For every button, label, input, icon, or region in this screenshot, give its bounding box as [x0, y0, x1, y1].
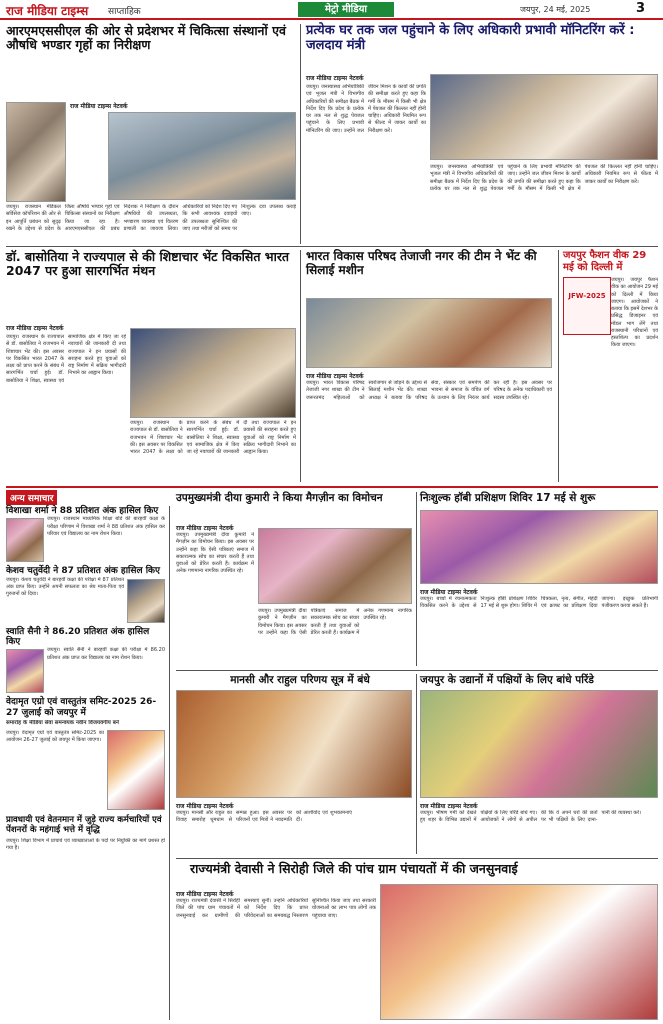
news3-headline: स्वाति सैनी ने 86.20 प्रतिशत अंक हासिल किए — [6, 626, 150, 648]
weekly-label: साप्ताहिक — [108, 7, 141, 17]
column-divider-2 — [300, 250, 301, 482]
section-divider — [6, 486, 658, 488]
story8-byline: राज मीडिया टाइम्स नेटवर्क — [420, 803, 478, 810]
summit-poster — [107, 730, 165, 810]
story7-headline: मानसी और राहुल परिणय सूत्र में बंधे — [230, 674, 370, 686]
story4-body: जयपुर। भारत विकास परिषद तेजाजी नगर शाखा की टीम ने जरूरतमंद महिलाओं को स्वरोजगार से जोड़ने के उद्देश्य से सिलाई मशीन भेंट की। शाखा अध्यक्ष ने बताया कि परिषद सेवा, संस्कार एवं समर्पण की भावना से समाज के वंचित वर्ग के उत्थान के लिए निरंतर कार्य कर रही है। इस अवसर पर परिषद के अनेक पदाधिकारी एवं सदस्य उपस्थित रहे। — [306, 380, 552, 401]
news1-photo — [6, 518, 44, 562]
news2-headline: केशव चतुर्वेदी ने 87 प्रतिशत अंक हासिल किए — [6, 566, 160, 577]
news1-headline: विशाखा शर्मा ने 88 प्रतिशत अंक हासिल किए — [6, 506, 159, 516]
page-number: 3 — [636, 1, 646, 16]
story6-byline: राज मीडिया टाइम्स नेटवर्क — [420, 589, 478, 596]
story5-headline: उपमुख्यमंत्री दीया कुमारी ने किया मैगज़ीन का विमोचन — [176, 492, 383, 504]
story1-photo-portrait — [6, 102, 66, 202]
story8-body: जयपुर। भीषण गर्मी को देखते हुए शहर के विभिन्न उद्यानों में पक्षियों के लिए परिंडे बांधे गए। आयोजकों ने लोगों से अपील की कि वे अपने घरों की छतों पर भी पक्षियों के लिए दाना-पानी की व्यवस्था करें। — [420, 810, 642, 824]
news4-headline: वेदामृत एग्रो एवं वास्तुतंत्र समिट-2025 26-27 जुलाई को जयपुर में — [6, 697, 157, 718]
news2-photo — [127, 579, 165, 623]
story1-body: जयपुर। राजस्थान मेडिकल सर्विसेज कॉर्पोरेशन की ओर से इन आपूर्ति प्रबंधन को सुदृढ़ रखने के उद्देश्य से प्रदेश के जिला औषधि भण्डार गृहों एवं चिकित्सा संस्थानों का निरीक्षण किया जा रहा है। आरएमएससीएल की प्रबंध निदेशक ने निरीक्षण के दौरान औषधियों की उपलब्धता, भण्डारण व्यवस्था एवं वितरण प्रणाली का जायजा लिया। अधिकारियों को निर्देश दिए गए कि सभी आवश्यक दवाइयों की उपलब्धता सुनिश्चित की जाए तथा मरीजों को समय पर निःशुल्क दवा उपलब्ध कराई जाए। — [6, 204, 296, 232]
story2-headline: प्रत्येक घर तक जल पहुंचाने के लिए अधिकारी प्रभावी मॉनिटरिंग करें : जलदाय मंत्री — [306, 23, 635, 53]
jfw-headline: जयपुर फैशन वीक 29 मई को दिल्ली में — [563, 250, 647, 273]
story5-photo-launch — [258, 528, 412, 604]
news4-body: जयपुर। वेदामृत एग्रो एवं वास्तुतंत्र समिट-2025 का आयोजन 26-27 जुलाई को जयपुर में किया जाएगा। — [6, 730, 104, 744]
story3-photo-governor — [130, 328, 296, 418]
masthead — [0, 0, 663, 20]
story8-headline: जयपुर के उद्यानों में पक्षियों के लिए बांधे परिंडे — [420, 674, 594, 686]
story2-body-cont: जयपुर। जनस्वास्थ्य अभियांत्रिकी एवं भूजल मंत्री ने विभागीय अधिकारियों की समीक्षा बैठक में निर्देश दिए कि प्रदेश के प्रत्येक घर तक नल से शुद्ध पेयजल पहुंचाने के लिए प्रभावी मॉनिटरिंग की जाए। उन्होंने जल जीवन मिशन के कार्यों की प्रगति की समीक्षा करते हुए कहा कि गर्मी के मौसम में किसी भी क्षेत्र में पेयजल की किल्लत नहीं होनी चाहिए। अधिकारी नियमित रूप से फील्ड में जाकर कार्यों का निरीक्षण करें। — [430, 164, 658, 192]
story3-headline: डॉ. बासोतिया ने राज्यपाल से की शिष्टाचार भेंट विकसित भारत 2047 पर हुआ सारगर्भित मंथन — [6, 249, 290, 279]
row-divider-2 — [176, 670, 658, 671]
row-divider-3 — [176, 858, 658, 859]
story6-body: जयपुर। बच्चों में रचनात्मकता विकसित करने के उद्देश्य से निःशुल्क हॉबी प्रशिक्षण शिविर 17 मई से शुरू होगा। शिविर में चित्रकला, नृत्य, संगीत, मेहंदी एवं क्राफ्ट का प्रशिक्षण दिया जाएगा। इच्छुक प्रतिभागी पंजीकरण करवा सकते हैं। — [420, 596, 658, 610]
story7-byline: राज मीडिया टाइम्स नेटवर्क — [176, 803, 234, 810]
news3-body: जयपुर। स्वाति सैनी ने बारहवीं कक्षा की परीक्षा में 86.20 प्रतिशत अंक प्राप्त कर विद्यालय का नाम रोशन किया। — [47, 647, 165, 661]
news5-body: जयपुर। शिक्षा विभाग में प्राचार्य एवं व्याख्याताओं के पदों पर नियुक्ति का मार्ग प्रशस्त हो गया है। — [6, 837, 165, 851]
jfw-body: जयपुर। जयपुर फैशन वीक का आयोजन 29 मई को दिल्ली में किया जाएगा। आयोजकों ने बताया कि इसमें देशभर के प्रसिद्ध डिजाइनर एवं मॉडल भाग लेंगे तथा राजस्थानी परिधानों एवं हस्तशिल्प का प्रदर्शन किया जाएगा। — [611, 277, 658, 349]
story3-body: जयपुर। राजस्थान के राज्यपाल से डॉ. बासोतिया ने राजभवन में शिष्टाचार भेंट की। इस अवसर पर विकसित भारत 2047 के लक्ष्य को प्राप्त करने के संबंध में सारगर्भित चर्चा हुई। डॉ. बासोतिया ने शिक्षा, स्वास्थ्य एवं सामाजिक क्षेत्र में किए जा रहे नवाचारों की जानकारी दी तथा राज्यपाल ने इन प्रयासों की सराहना करते हुए युवाओं को राष्ट्र निर्माण में सक्रिय भागीदारी निभाने का आह्वान किया। — [6, 334, 126, 384]
story8-photo-park — [420, 690, 658, 798]
sidebar-jfw — [558, 250, 658, 482]
story4-headline: भारत विकास परिषद तेजाजी नगर की टीम ने भेंट की सिलाई मशीन — [306, 249, 537, 277]
story6-photo-camp — [420, 510, 658, 584]
story9-headline: राज्यमंत्री देवासी ने सिरोही जिले की पांच ग्राम पंचायतों में की जनसुनवाई — [190, 861, 518, 876]
jfw-poster-title: JFW-2025 — [568, 292, 606, 300]
story7-body: जयपुर। मानसी और राहुल का विवाह समारोह धूमधाम से सम्पन्न हुआ। इस अवसर पर परिजनों एवं मित्रों ने नवदम्पति को आशीर्वाद एवं शुभकामनाएं दीं। — [176, 810, 352, 824]
story1-headline: आरएमएससीएल की ओर से प्रदेशभर में चिकित्सा संस्थानों एवं औषधि भण्डार गृहों का निरीक्षण — [6, 23, 286, 53]
other-news-tag: अन्य समाचार — [6, 490, 57, 505]
story4-byline: राज मीडिया टाइम्स नेटवर्क — [306, 373, 364, 380]
news2-body: जयपुर। केशव चतुर्वेदी ने बारहवीं कक्षा की परीक्षा में 87 प्रतिशत अंक प्राप्त किए। उन्होंने अपनी सफलता का श्रेय माता-पिता एवं गुरुजनों को दिया। — [6, 576, 124, 598]
column-divider-3 — [416, 492, 417, 666]
story5-byline: राज मीडिया टाइम्स नेटवर्क — [176, 525, 234, 532]
story9-byline: राज मीडिया टाइम्स नेटवर्क — [176, 891, 234, 898]
story2-body: जयपुर। जनस्वास्थ्य अभियांत्रिकी एवं भूजल मंत्री ने विभागीय अधिकारियों की समीक्षा बैठक में निर्देश दिए कि प्रदेश के प्रत्येक घर तक नल से शुद्ध पेयजल पहुंचाने के लिए प्रभावी मॉनिटरिंग की जाए। उन्होंने जल जीवन मिशन के कार्यों की प्रगति की समीक्षा करते हुए कहा कि गर्मी के मौसम में किसी भी क्षेत्र में पेयजल की किल्लत नहीं होनी चाहिए। अधिकारी नियमित रूप से फील्ड में जाकर कार्यों का निरीक्षण करें। — [306, 84, 426, 134]
story3-byline: राज मीडिया टाइम्स नेटवर्क — [6, 325, 64, 332]
news1-body: जयपुर। राजस्थान माध्यमिक शिक्षा बोर्ड की बारहवीं कक्षा के परीक्षा परिणाम में विशाखा शर्मा ने 88 प्रतिशत अंक हासिल कर परिवार एवं विद्यालय का नाम रोशन किया। — [47, 516, 165, 537]
column-divider — [300, 24, 301, 244]
news5-headline: प्रावधायी एवं वेतनमान में जुड़े राज्य कर्मचारियों एवं पेंशनरों के महंगाई भत्ते में वृद्धि — [6, 815, 162, 835]
jfw-poster — [563, 277, 611, 335]
news3-photo — [6, 649, 44, 693]
story2-photo-meeting — [430, 74, 658, 160]
story3-body-cont: जयपुर। राजस्थान के राज्यपाल से डॉ. बासोतिया ने राजभवन में शिष्टाचार भेंट की। इस अवसर पर विकसित भारत 2047 के लक्ष्य को प्राप्त करने के संबंध में सारगर्भित चर्चा हुई। डॉ. बासोतिया ने शिक्षा, स्वास्थ्य एवं सामाजिक क्षेत्र में किए जा रहे नवाचारों की जानकारी दी तथा राज्यपाल ने इन प्रयासों की सराहना करते हुए युवाओं को राष्ट्र निर्माण में सक्रिय भागीदारी निभाने का आह्वान किया। — [130, 420, 296, 455]
story9-photo-hearing — [380, 884, 658, 1020]
story1-byline: राज मीडिया टाइम्स नेटवर्क — [70, 103, 128, 110]
summit-caption: समारोह के मीडिया सेवा समन्वयक नवीन विजयवर्गीय बने — [6, 720, 119, 727]
paper-name: राज मीडिया टाइम्स — [6, 4, 89, 18]
other-news-column — [6, 506, 170, 1020]
issue-date: जयपुर, 24 मई, 2025 — [520, 5, 591, 14]
row-divider — [6, 246, 658, 247]
story4-photo-team — [306, 298, 552, 368]
story2-byline: राज मीडिया टाइम्स नेटवर्क — [306, 75, 364, 82]
section-name: मेट्रो मीडिया — [298, 2, 394, 17]
story6-headline: निःशुल्क हॉबी प्रशिक्षण शिविर 17 मई से शुरू — [420, 492, 596, 504]
story5-body-cont: जयपुर। उपमुख्यमंत्री दीया कुमारी ने मैगज़ीन का विमोचन किया। इस अवसर पर उन्होंने कहा कि ऐसी पत्रिकाएं समाज में सकारात्मक सोच का संचार करती हैं तथा युवाओं को प्रेरित करती हैं। कार्यक्रम में अनेक गणमान्य नागरिक उपस्थित रहे। — [258, 608, 412, 636]
story7-photo-wedding — [176, 690, 412, 798]
story1-photo-inspection — [108, 112, 296, 200]
story9-body: जयपुर। राज्यमंत्री देवासी ने सिरोही जिले की पांच ग्राम पंचायतों में जनसुनवाई कर ग्रामीणों की समस्याएं सुनीं। उन्होंने अधिकारियों को निर्देश दिए कि प्राप्त परिवेदनाओं का समयबद्ध निस्तारण सुनिश्चित किया जाए तथा सरकारी योजनाओं का लाभ पात्र लोगों तक पहुंचाया जाए। — [176, 898, 376, 919]
column-divider-4 — [416, 674, 417, 854]
story5-body: जयपुर। उपमुख्यमंत्री दीया कुमारी ने मैगज़ीन का विमोचन किया। इस अवसर पर उन्होंने कहा कि ऐसी पत्रिकाएं समाज में सकारात्मक सोच का संचार करती हैं तथा युवाओं को प्रेरित करती हैं। कार्यक्रम में अनेक गणमान्य नागरिक उपस्थित रहे। — [176, 532, 254, 575]
